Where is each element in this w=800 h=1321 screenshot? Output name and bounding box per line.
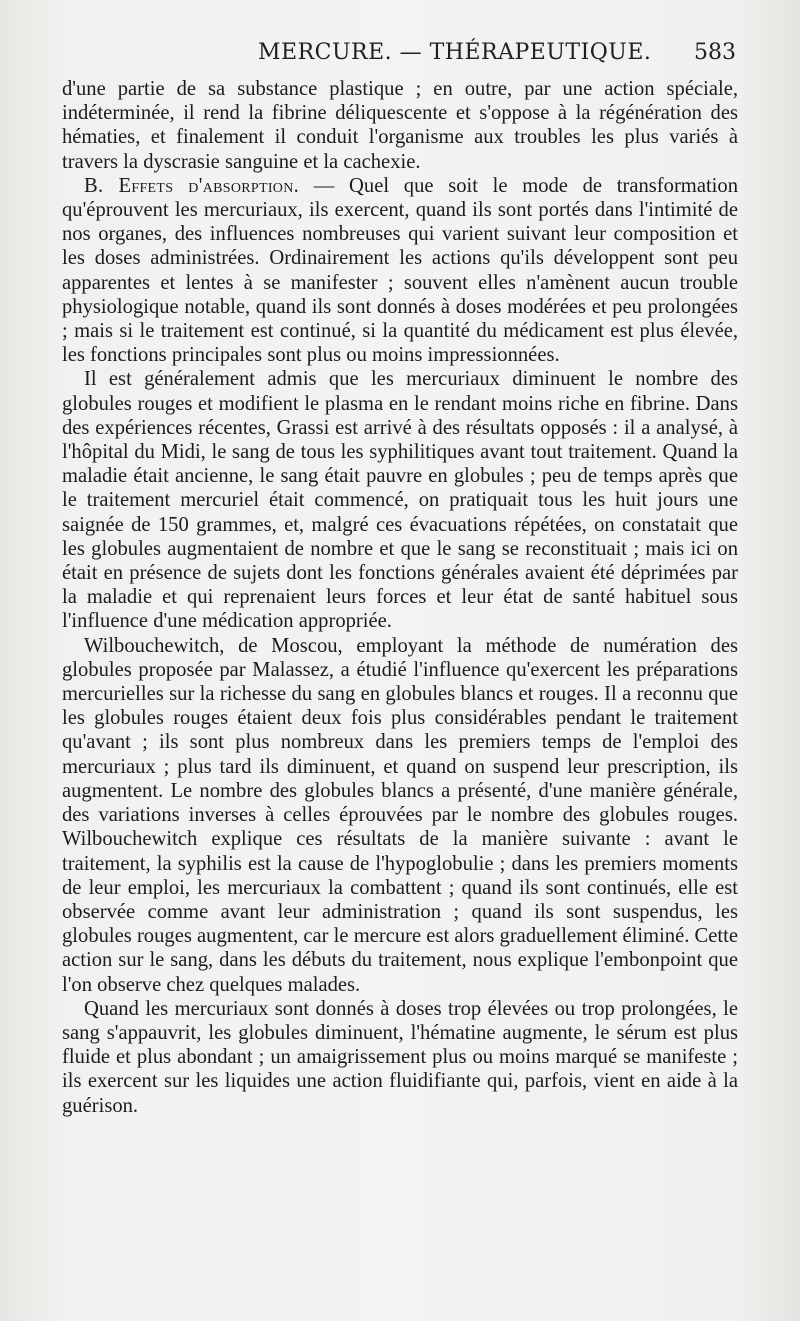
paragraph-text: — Quel que soit le mode de transformation qu'éprouvent les mercuriaux, ils exercent, quand ils sont portés dans l'intimité de nos organes, des influences nombreuses qui varient suivant leur composition et les doses administrées. Ordinairement les actions qu'ils développent sont peu apparentes et lentes à se manifester ; souvent elles n'amènent aucun trouble physiologique notable, quand ils sont donnés à doses modérées et peu prolongées ; mais si le traitement est continué, si la quantité du médicament est plus élevée, les fonctions principales sont plus ou moins impressionnées. [62,174,738,367]
paragraph-effets-absorption [62,174,738,368]
paragraph-text: Quand les mercuriaux sont donnés à doses trop élevées ou trop prolongées, le sang s'appauvrit, les globules diminuent, l'hématine augmente, le sérum est plus fluide et plus abondant ; un amaigrissement plus ou moins marqué se manifeste ; ils exercent sur les liquides une action fluidifiante qui, parfois, vient en aide à la guérison. [62,997,738,1117]
paragraph-wilbouchewitch [62,634,738,997]
paragraph-globules-rouges [62,367,738,633]
paragraph-text: Il est généralement admis que les mercuriaux diminuent le nombre des globules rouges et modifient le plasma en le rendant moins riche en fibrine. Dans des expériences récentes, Grassi est arrivé à des résultats opposés : il a analysé, à l'hôpital du Midi, le sang de tous les syphilitiques avant tout traitement. Quand la maladie était ancienne, le sang était pauvre en globules ; peu de temps après que le traitement mercuriel était commencé, on pratiquait tous les huit jours une saignée de 150 grammes, et, malgré ces évacuations répétées, on constatait que les globules augmentaient de nombre et que le sang se reconstituait ; mais ici on était en présence de sujets dont les fonctions générales avaient été déprimées par la maladie et qui reprenaient leurs forces et leur état de santé habituel sous l'influence d'une médication appropriée. [62,368,738,633]
page-number: 583 [694,40,736,65]
section-heading: B. Effets d'absorption. [84,174,300,197]
paragraph-continuation [62,77,738,174]
body-text [62,77,738,1118]
running-header [0,40,800,70]
header-title: MERCURE. — THÉRAPEUTIQUE. [258,40,652,65]
paragraph-doses-elevees [62,997,738,1118]
paragraph-text: d'une partie de sa substance plastique ; en outre, par une action spéciale, indéterminée, il rend la fibrine déliquescente et s'oppose à la régénération des hématies, et finalement il conduit l'organisme aux troubles les plus variés à travers la dyscrasie sanguine et la cachexie. [62,78,738,173]
paragraph-text: Wilbouchewitch, de Moscou, employant la méthode de numération des globules proposée par Malassez, a étudié l'influence qu'exercent les préparations mercurielles sur la richesse du sang en globules blancs et rouges. Il a reconnu que les globules rouges étaient deux fois plus considérables pendant le traitement qu'avant ; ils sont plus nombreux dans les premiers temps de l'emploi des mercuriaux ; plus tard ils diminuent, et quand on suspend leur prescription, ils augmentent. Le nombre des globules blancs a présenté, d'une manière générale, des variations inverses à celles éprouvées par le nombre des globules rouges. Wilbouchewitch explique ces résultats de la manière suivante : avant le traitement, la syphilis est la cause de l'hypoglobulie ; dans les premiers moments de leur emploi, les mercuriaux la combattent ; quand ils sont continués, elle est observée comme avant leur administration ; quand ils sont suspendus, les globules rouges augmentent, car le mercure est alors graduellement éliminé. Cette action sur le sang, dans les débuts du traitement, nous explique l'embonpoint que l'on observe chez quelques malades. [62,634,738,996]
